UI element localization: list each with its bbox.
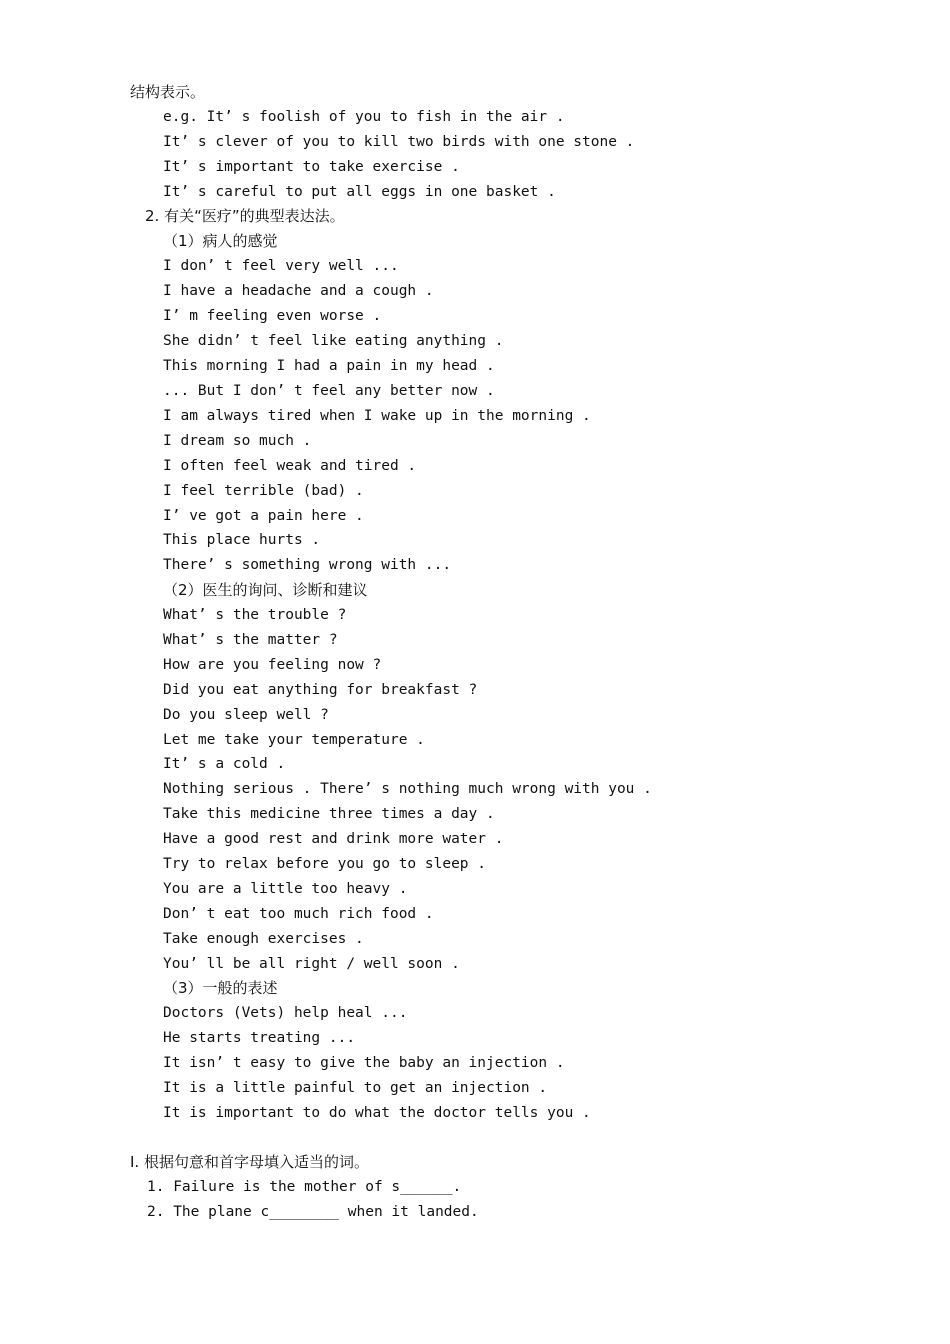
expression-line: How are you feeling now ? <box>163 657 382 673</box>
expression-line: There’ s something wrong with ... <box>163 557 452 573</box>
expression-line: This place hurts . <box>163 532 321 548</box>
example-line: It’ s clever of you to kill two birds with one stone . <box>163 134 635 150</box>
exercise-item: 2. The plane c________ when it landed. <box>147 1204 479 1220</box>
section-heading-medical: 2. 有关“医疗”的典型表达法。 <box>145 207 345 225</box>
expression-line: Did you eat anything for breakfast ? <box>163 682 478 698</box>
exercise-heading: I. 根据句意和首字母填入适当的词。 <box>130 1153 369 1171</box>
expression-line: It is important to do what the doctor tells you . <box>163 1105 591 1121</box>
expression-line: This morning I had a pain in my head . <box>163 358 495 374</box>
expression-line: Don’ t eat too much rich food . <box>163 906 434 922</box>
expression-line: Take enough exercises . <box>163 931 364 947</box>
expression-line: I feel terrible (bad) . <box>163 483 364 499</box>
expression-line: I have a headache and a cough . <box>163 283 434 299</box>
expression-line: Doctors (Vets) help heal ... <box>163 1005 408 1021</box>
intro-tail: 结构表示。 <box>130 83 206 101</box>
expression-line: She didn’ t feel like eating anything . <box>163 333 504 349</box>
expression-line: Do you sleep well ? <box>163 707 329 723</box>
expression-line: Take this medicine three times a day . <box>163 806 495 822</box>
expression-line: I am always tired when I wake up in the morning . <box>163 408 591 424</box>
exercise-item: 1. Failure is the mother of s______. <box>147 1179 462 1195</box>
example-line: e.g. It’ s foolish of you to fish in the air . <box>163 109 565 125</box>
subheading-general: （3）一般的表述 <box>163 979 278 997</box>
expression-line: I often feel weak and tired . <box>163 458 417 474</box>
expression-line: I’ m feeling even worse . <box>163 308 382 324</box>
expression-line: Nothing serious . There’ s nothing much wrong with you . <box>163 781 652 797</box>
expression-line: I dream so much . <box>163 433 312 449</box>
expression-line: ... But I don’ t feel any better now . <box>163 383 495 399</box>
expression-line: He starts treating ... <box>163 1030 356 1046</box>
expression-line: What’ s the trouble ? <box>163 607 347 623</box>
expression-line: It isn’ t easy to give the baby an injection . <box>163 1055 565 1071</box>
expression-line: Have a good rest and drink more water . <box>163 831 504 847</box>
expression-line: I don’ t feel very well ... <box>163 258 399 274</box>
expression-line: You’ ll be all right / well soon . <box>163 956 460 972</box>
expression-line: It’ s a cold . <box>163 756 286 772</box>
expression-line: It is a little painful to get an injection . <box>163 1080 548 1096</box>
expression-line: Let me take your temperature . <box>163 732 425 748</box>
example-line: It’ s important to take exercise . <box>163 159 460 175</box>
subheading-doctor-advice: （2）医生的询问、诊断和建议 <box>163 581 368 599</box>
example-line: It’ s careful to put all eggs in one basket . <box>163 184 556 200</box>
expression-line: You are a little too heavy . <box>163 881 408 897</box>
subheading-patient-feelings: （1）病人的感觉 <box>163 232 278 250</box>
expression-line: What’ s the matter ? <box>163 632 338 648</box>
expression-line: I’ ve got a pain here . <box>163 508 364 524</box>
expression-line: Try to relax before you go to sleep . <box>163 856 487 872</box>
